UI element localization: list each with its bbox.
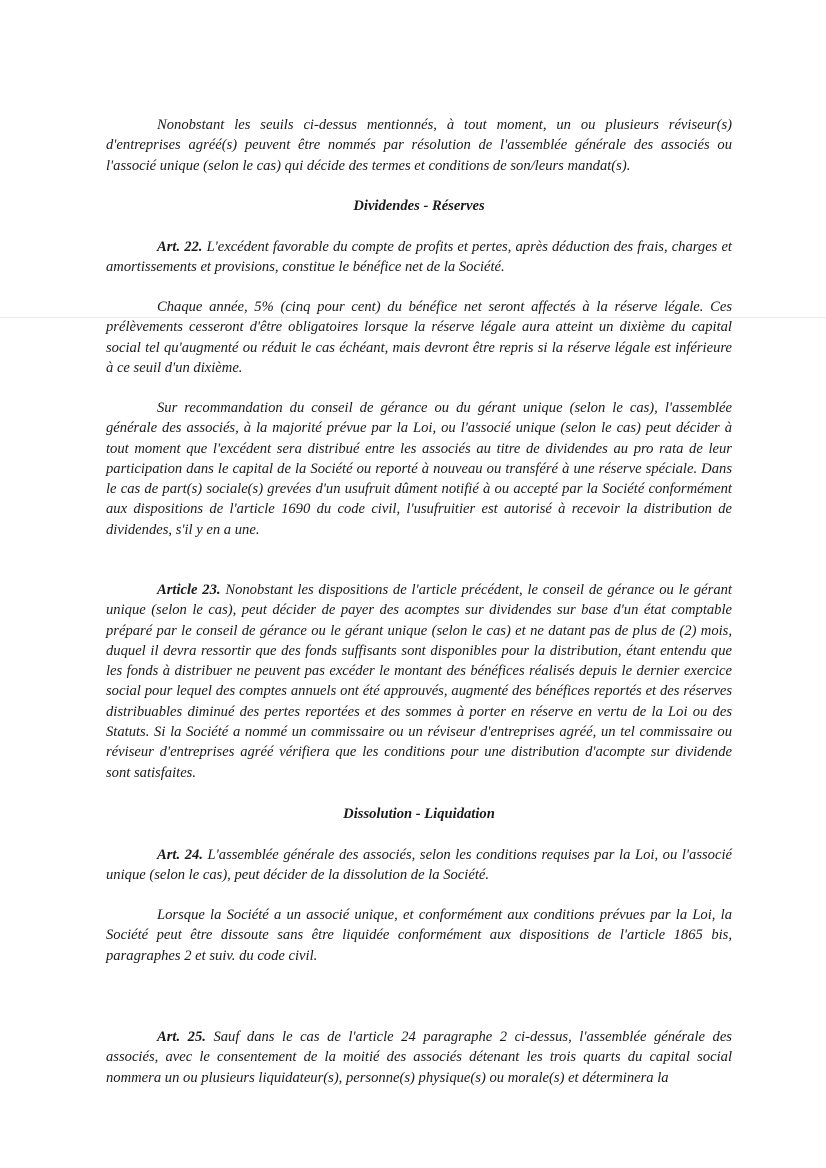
paragraph-recommandation: Sur recommandation du conseil de gérance ou du gérant unique (selon le cas), l'assemblée générale des associés, à la majorité prévue par la Loi, ou l'associé unique (selon le cas) peut décider à tout moment que l'excédent sera distribué entre les associés au titre de dividendes au pro rata de leur participation dans le capital de la Société ou reporté à nouveau ou transféré à une réserve spéciale. Dans le cas de part(s) sociale(s) grevées d'un usufruit dûment notifié à ou accepté par la Société conformément aux dispositions de l'article 1690 du code civil, l'usufruitier est autorisé à recevoir la distribution de dividendes, s'il y en a une. [106, 400, 732, 538]
article-25 [106, 1027, 732, 1088]
paragraph-associe-unique: Lorsque la Société a un associé unique, et conformément aux conditions prévues par la Loi, la Société peut être dissoute sans être liquidée conformément aux dispositions de l'article 1865 bis, paragraphes 2 et suiv. du code civil. [106, 907, 732, 964]
article-24 [106, 845, 732, 886]
article-22-text: L'excédent favorable du compte de profits et pertes, après déduction des frais, charges et amortissements et provisions, constitue le bénéfice net de la Société. [106, 239, 732, 276]
heading-dissolution-liquidation: Dissolution - Liquidation [343, 806, 495, 822]
article-25-label: Art. 25. [157, 1029, 206, 1045]
article-23 [106, 580, 732, 783]
article-24-label: Art. 24. [157, 847, 203, 863]
paragraph-reserve-legale: Chaque année, 5% (cinq pour cent) du bénéfice net seront affectés à la réserve légale. Ces prélèvements cesseront d'être obligatoires lorsque la réserve légale aura atteint un dixième du capital social tel qu'augmenté ou réduit le cas échéant, mais devront être repris si la réserve légale est inférieure à ce seuil d'un dixième. [106, 299, 732, 376]
article-25-text: Sauf dans le cas de l'article 24 paragraphe 2 ci-dessus, l'assemblée générale des associés, avec le consentement de la moitié des associés détenant les trois quarts du capital social nommera un ou plusieurs liquidateur(s), personne(s) physique(s) ou morale(s) et déterminera la [106, 1029, 732, 1086]
heading-dividendes-reserves: Dividendes - Réserves [353, 198, 485, 214]
article-22-label: Art. 22. [157, 239, 203, 255]
article-23-text: Nonobstant les dispositions de l'article précédent, le conseil de gérance ou le gérant unique (selon le cas), peut décider de payer des acomptes sur dividendes sur base d'un état comptable préparé par le conseil de gérance ou le gérant unique (selon le cas) et ne datant pas de plus de (2) mois, duquel il devra ressortir que des fonds suffisants sont disponibles pour la distribution, étant entendu que les fonds à distribuer ne peuvent pas excéder le montant des bénéfices réalisés depuis le dernier exercice social pour lequel des comptes annuels ont été approuvés, augmenté des bénéfices reportés et des réserves distribuables diminué des pertes reportées et des sommes à porter en réserve en vertu de la Loi ou des Statuts. Si la Société a nommé un commissaire ou un réviseur d'entreprises agréé, un tel commissaire ou réviseur d'entreprises agréé vérifiera que les conditions pour une distribution d'acompte sur dividende sont satisfaites. [106, 582, 732, 781]
article-23-label: Article 23. [157, 582, 221, 598]
paragraph-seuils: Nonobstant les seuils ci-dessus mentionnés, à tout moment, un ou plusieurs réviseur(s) d'entreprises agréé(s) peuvent être nommés par résolution de l'assemblée générale des associés ou l'associé unique (selon le cas) qui décide des termes et conditions de son/leurs mandat(s). [106, 117, 732, 174]
article-24-text: L'assemblée générale des associés, selon les conditions requises par la Loi, ou l'associé unique (selon le cas), peut décider de la dissolution de la Société. [106, 847, 732, 884]
article-22 [106, 237, 732, 278]
